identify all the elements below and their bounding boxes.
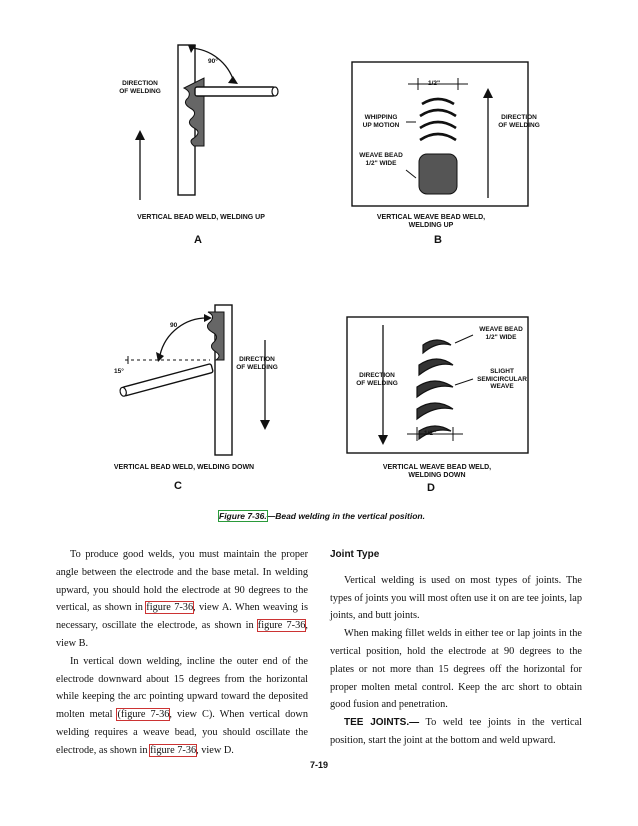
electrode-a <box>195 87 275 96</box>
left-column <box>56 546 308 760</box>
slight-label-d: SLIGHT SEMICIRCULAR WEAVE <box>477 368 527 390</box>
caption-c: VERTICAL BEAD WELD, WELDING DOWN <box>113 464 255 471</box>
view-letter-d: D <box>427 482 435 494</box>
direction-label-b: DIRECTION OF WELDING <box>498 114 540 129</box>
panel-a-drawing <box>100 40 300 210</box>
caption-d: VERTICAL WEAVE BEAD WELD, WELDING DOWN <box>382 464 492 479</box>
weave-label-d: WEAVE BEAD 1/2" WIDE <box>479 326 523 341</box>
weave-bead-b <box>419 154 457 194</box>
figure-link[interactable]: (figure 7-36 <box>117 709 170 721</box>
right-heading: Joint Type <box>330 549 380 560</box>
direction-label-d: DIRECTION OF WELDING <box>356 372 398 387</box>
page-number: 7-19 <box>309 760 328 770</box>
right-paragraph-1: Vertical welding is used on most types of joints. The types of joints you will most often use it on are tee joints, lap joints, and butt joints. <box>330 574 582 622</box>
angle15-label-c: 15° <box>114 368 124 375</box>
view-letter-a: A <box>194 234 202 246</box>
figure-caption-ref[interactable]: Figure 7-36. <box>219 511 267 521</box>
weave-label-b: WEAVE BEAD 1/2" WIDE <box>359 152 403 167</box>
caption-a: VERTICAL BEAD WELD, WELDING UP <box>137 214 265 221</box>
whipping-label-b: WHIPPING UP MOTION <box>362 114 400 129</box>
right-paragraph-3: TEE JOINTS.— To weld tee joints in the vertical position, start the joint at the bottom and weld upward. <box>330 717 582 746</box>
electrode-c <box>119 364 213 397</box>
dim-label-d: 1/2" <box>424 430 437 437</box>
angle-arc-c <box>160 318 208 355</box>
figure-link[interactable]: figure 7-36 <box>146 602 194 614</box>
right-paragraph-2: When making fillet welds in either tee or lap joints in the vertical position, hold the electrode at 90 degrees to the plates or not more than 15 degrees off the horizontal for proper molten metal control. Keep the arc short to obtain good fusion and penetration. <box>330 628 582 711</box>
caption-b: VERTICAL WEAVE BEAD WELD, WELDING UP <box>376 214 486 229</box>
figure-link[interactable]: figure 7-36 <box>257 620 306 632</box>
figure-caption-text: —Bead welding in the vertical position. <box>266 511 425 521</box>
angle-label-c: 90 <box>170 322 178 329</box>
left-paragraph-1: To produce good welds, you must maintain the proper angle between the electrode and the base metal. In welding upward, you should hold the electrode at 90 degrees to the vertical, as shown in figure 7-36, view A. When weaving is necessary, oscillate the electrode, as shown in figure 7-36, view B. <box>56 549 308 649</box>
panel-c-drawing <box>100 300 300 460</box>
figure-link[interactable]: figure 7-36 <box>150 744 197 756</box>
right-column <box>330 546 582 750</box>
left-paragraph-2: In vertical down welding, incline the outer end of the electrode downward about 15 degrees from the horizontal while keeping the arc pointing upward toward the deposited molten metal (figure 7-36, view C). When vertical down welding requires a weave bead, you should oscillate the electrode, as shown in figure 7-36, view D. <box>56 655 309 756</box>
view-letter-c: C <box>174 480 182 492</box>
figure-caption <box>219 511 425 521</box>
view-letter-b: B <box>434 234 442 246</box>
direction-label-a: DIRECTION OF WELDING <box>119 80 161 95</box>
dim-label-b: 1/2" <box>428 80 441 87</box>
direction-label-c: DIRECTION OF WELDING <box>236 356 278 371</box>
angle-label-a: 90° <box>208 58 218 65</box>
